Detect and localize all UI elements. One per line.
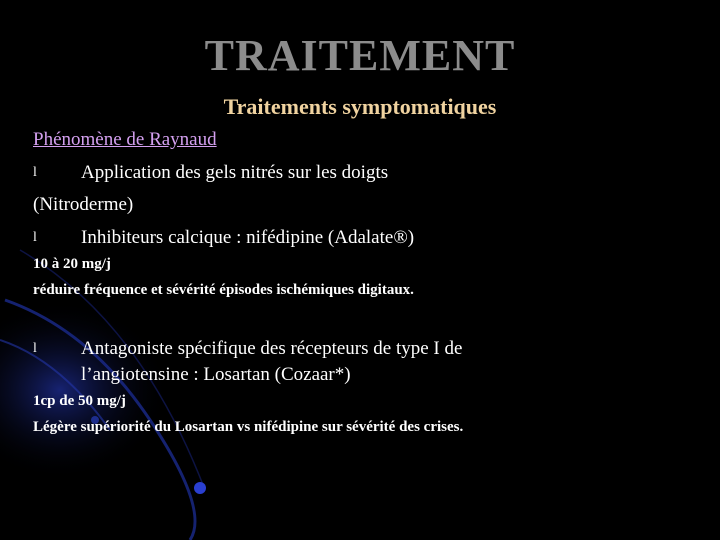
bullet-icon: l <box>33 230 37 245</box>
bullet-text: Inhibiteurs calcique : nifédipine (Adalate®) <box>81 227 415 248</box>
bullet-continuation: (Nitroderme) <box>33 194 134 215</box>
note-dosage-2: 1cp de 50 mg/j <box>33 393 126 409</box>
bullet-text: Application des gels nitrés sur les doigts <box>81 162 389 183</box>
note-dosage-1: 10 à 20 mg/j <box>33 256 111 272</box>
bullet-text-line-2: l’angiotensine : Losartan (Cozaar*) <box>81 364 351 385</box>
bullet-icon: l <box>33 165 37 180</box>
bullet-item-3 <box>33 336 462 388</box>
slide-subtitle: Traitements symptomatiques <box>223 94 497 119</box>
bullet-icon: l <box>33 341 37 356</box>
bullet-text <box>81 336 462 388</box>
note-effect-2: Légère supériorité du Losartan vs nifédipine sur sévérité des crises. <box>33 419 464 435</box>
bullet-text-line-1: Antagoniste spécifique des récepteurs de type I de <box>81 338 463 359</box>
bullet-item-1 <box>33 160 388 186</box>
note-effect-1: réduire fréquence et sévérité épisodes ischémiques digitaux. <box>33 282 414 298</box>
bullet-item-2 <box>33 225 414 251</box>
section-heading: Phénomène de Raynaud <box>33 129 217 150</box>
slide-title: TRAITEMENT <box>204 31 516 80</box>
